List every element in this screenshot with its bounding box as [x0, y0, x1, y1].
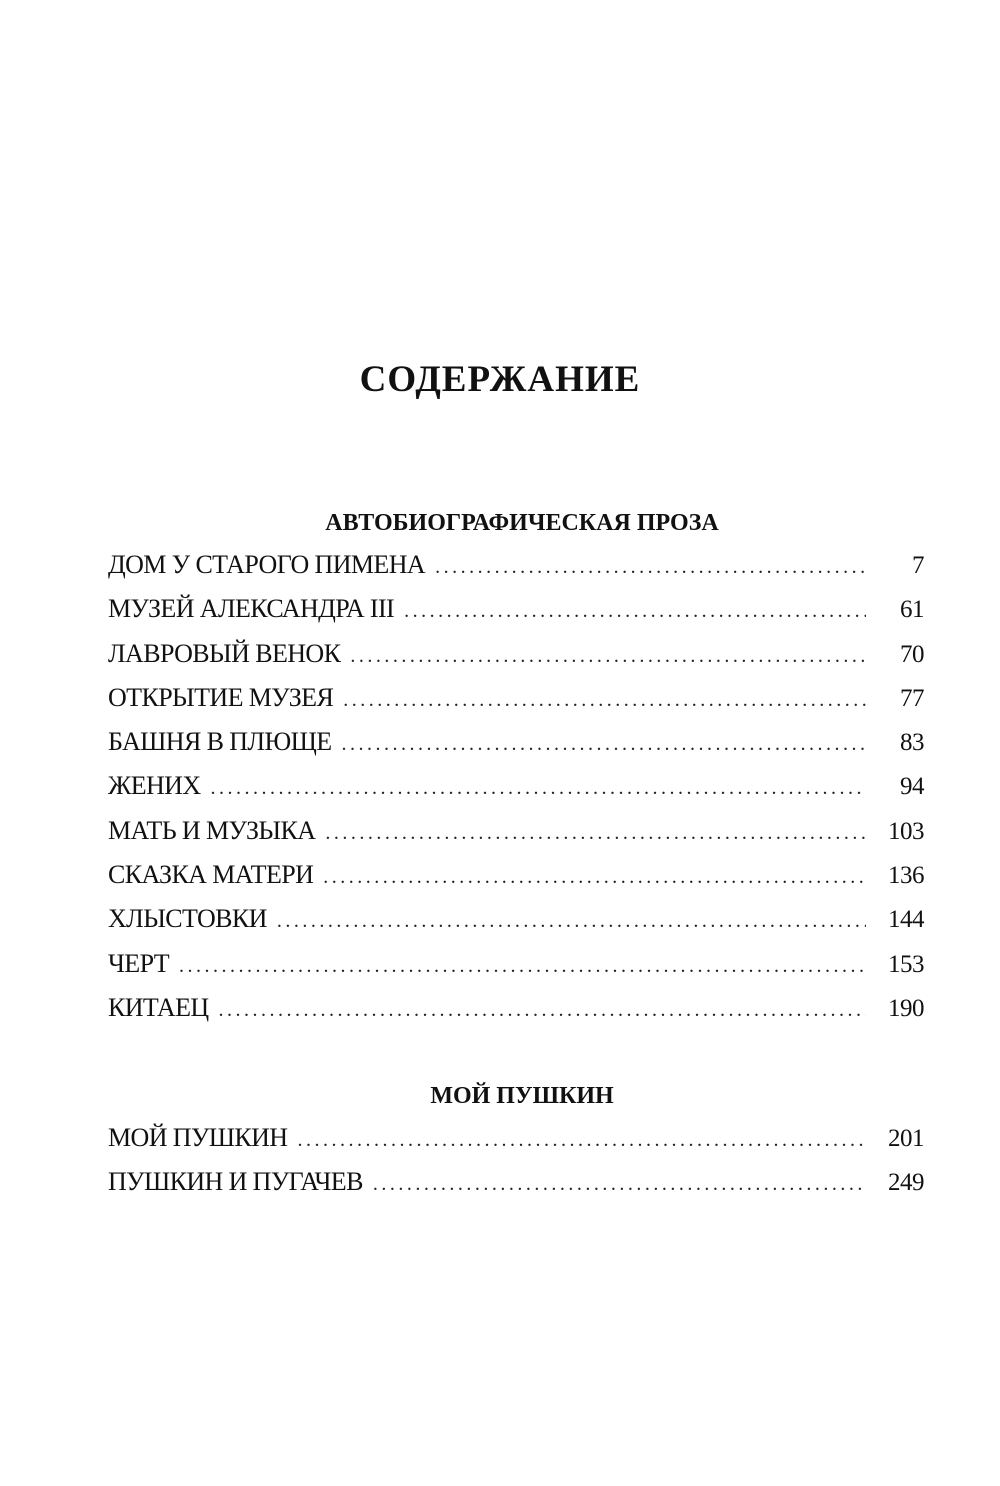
toc-list	[108, 543, 924, 1030]
toc-entry	[108, 632, 924, 676]
dot-leader	[277, 899, 866, 943]
dot-leader	[323, 855, 866, 899]
toc-entry	[108, 1116, 924, 1160]
dot-leader	[179, 944, 866, 988]
dot-leader	[404, 589, 866, 633]
toc-entry-title: ДОМ У СТАРОГО ПИМЕНА	[108, 550, 426, 579]
toc-entry-title: МУЗЕЙ АЛЕКСАНДРА III	[108, 594, 395, 624]
toc-entry-page: 7	[912, 552, 924, 579]
page-title: СОДЕРЖАНИЕ	[359, 358, 641, 400]
toc-entry-page: 201	[888, 1125, 924, 1152]
toc-entry-title: ОТКРЫТИЕ МУЗЕЯ	[108, 682, 334, 712]
toc-entry	[108, 942, 924, 986]
toc-list	[108, 1116, 924, 1205]
toc-entry-page: 77	[900, 684, 924, 712]
toc-entry	[108, 543, 924, 587]
dot-leader	[343, 678, 866, 722]
toc-entry-title: СКАЗКА МАТЕРИ	[108, 860, 314, 890]
toc-entry-title: ЖЕНИХ	[108, 771, 201, 801]
toc-entry-title: ХЛЫСТОВКИ	[108, 904, 267, 934]
section-heading: АВТОБИОГРАФИЧЕСКАЯ ПРОЗА	[325, 510, 719, 536]
toc-entry-page: 83	[900, 729, 924, 757]
toc-entry	[108, 853, 924, 897]
toc-entry	[108, 720, 924, 764]
toc-entry-page: 136	[888, 862, 924, 890]
dot-leader	[350, 634, 866, 678]
toc-entry-page: 61	[900, 596, 924, 624]
dot-leader	[342, 722, 867, 766]
toc-entry-title: ЛАВРОВЫЙ ВЕНОК	[108, 638, 341, 668]
dot-leader	[219, 988, 866, 1032]
toc-entry-title: МОЙ ПУШКИН	[108, 1123, 288, 1152]
toc-entry	[108, 587, 924, 631]
section-heading: МОЙ ПУШКИН	[430, 1083, 614, 1109]
dot-leader	[211, 766, 866, 810]
toc-entry	[108, 897, 924, 941]
toc-section-autobiographical-prose	[108, 503, 924, 1030]
toc-entry	[108, 986, 924, 1030]
dot-leader	[435, 545, 866, 589]
toc-entry-title: КИТАЕЦ	[108, 992, 209, 1022]
toc-entry-title: БАШНЯ В ПЛЮЩЕ	[108, 727, 332, 757]
dot-leader	[373, 1162, 866, 1206]
toc-entry-page: 153	[888, 950, 924, 978]
toc-entry-title: ПУШКИН И ПУГАЧЕВ	[108, 1167, 363, 1197]
toc-entry	[108, 676, 924, 720]
toc-entry-page: 70	[900, 640, 924, 668]
toc-section-my-pushkin	[108, 1076, 924, 1205]
toc-entry-page: 190	[888, 994, 924, 1022]
toc-entry-page: 94	[900, 773, 924, 801]
dot-leader	[297, 1118, 866, 1162]
toc-entry-page: 103	[888, 817, 924, 845]
toc-entry	[108, 809, 924, 853]
toc-entry	[108, 764, 924, 808]
dot-leader	[325, 811, 866, 855]
toc-entry-page: 144	[888, 906, 924, 934]
toc-entry-title: МАТЬ И МУЗЫКА	[108, 815, 316, 845]
toc-entry-page: 249	[888, 1169, 924, 1197]
toc-entry	[108, 1160, 924, 1204]
toc-entry-title: ЧЕРТ	[108, 948, 170, 978]
